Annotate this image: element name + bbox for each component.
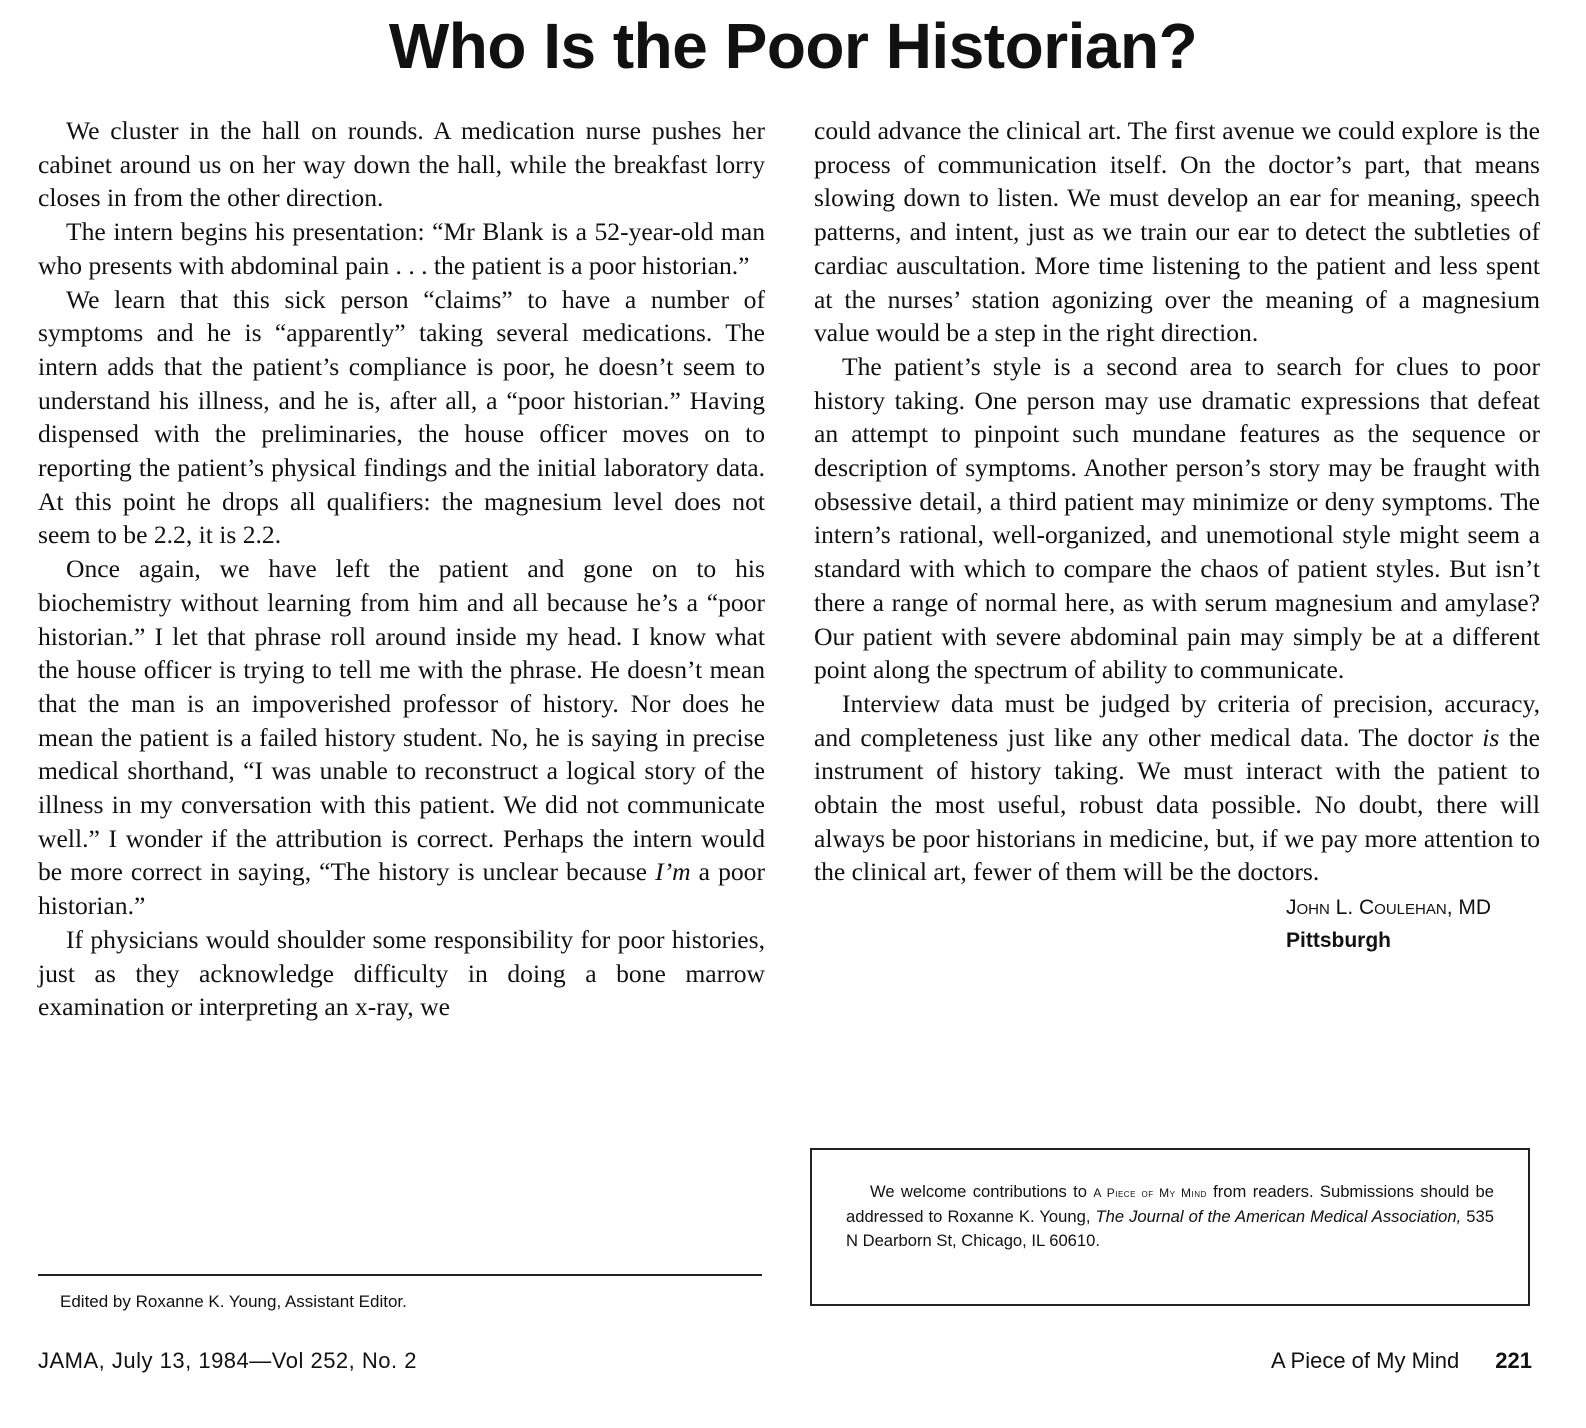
right-column	[814, 114, 1540, 957]
note-text: 535 N Dearborn St, Chicago, IL 60610.	[846, 1207, 1494, 1250]
paragraph: The patient’s style is a second area to search for clues to poor history taking. One person may use dramatic expressions that defeat an attempt to pinpoint such mundane features as the sequence or description of symptoms. Another person’s story may be fraught with obsessive detail, a third patient may minimize or deny symptoms. The intern’s rational, well-organized, and unemotional style might seem a standard with which to compare the chaos of patient styles. But isn’t there a range of normal here, as with serum magnesium and amylase? Our patient with severe abdominal pain may simply be at a different point along the spectrum of ability to communicate.	[814, 351, 1540, 685]
left-column	[38, 114, 765, 1024]
author-name: John L. Coulehan, MD	[1286, 896, 1492, 920]
contribution-note	[846, 1180, 1494, 1253]
paragraph-text: Interview data must be judged by criteria of precision, accuracy, and completeness just like any other medical data. The doctor	[814, 688, 1540, 752]
emphasis-text: I’m	[655, 857, 691, 887]
note-text: from readers. Submissions should be addressed to Roxanne K. Young,	[846, 1182, 1494, 1226]
footer-section: A Piece of My Mind	[1270, 1348, 1460, 1373]
author-city: Pittsburgh	[1286, 929, 1391, 953]
paragraph-text: a poor historian.”	[38, 857, 765, 921]
article-title: Who Is the Poor Historian?	[388, 10, 1198, 82]
edited-by-note: Edited by Roxanne K. Young, Assistant Editor.	[60, 1292, 407, 1311]
divider-rule	[38, 1274, 762, 1276]
paragraph: If physicians would shoulder some responsibility for poor histories, just as they acknowledge difficulty in doing a bone marrow examination or interpreting an x-ray, we	[38, 924, 765, 1022]
note-text: We welcome contributions to	[870, 1182, 1094, 1201]
section-name: A Piece of My Mind	[1093, 1186, 1207, 1200]
paragraph	[814, 687, 1540, 889]
paragraph-text: Once again, we have left the patient and gone on to his biochemistry without learning from him and all because he’s a “poor historian.” I let that phrase roll around inside my head. I know what the house officer is trying to tell me with the phrase. He doesn’t mean that the man is an impoverished professor of history. Nor does he mean the patient is a failed history student. No, he is saying in precise medical shorthand, “I was unable to reconstruct a logical story of the illness in my conversation with this patient. We did not communicate well.” I wonder if the attribution is correct. Perhaps the intern would be more correct in saying, “The history is unclear because	[38, 554, 765, 887]
paragraph: could advance the clinical art. The first avenue we could explore is the process of communication itself. On the doctor’s part, that means slowing down to listen. We must develop an ear for meaning, speech patterns, and intent, just as we train our ear to detect the subtleties of cardiac auscultation. More time listening to the patient and less spent at the nurses’ station agonizing over the meaning of a magnesium value would be a step in the right direction.	[814, 116, 1540, 348]
paragraph: The intern begins his presentation: “Mr Blank is a 52-year-old man who presents with abdominal pain . . . the patient is a poor historian.”	[38, 217, 765, 280]
paragraph-text: the instrument of history taking. We must interact with the patient to obtain the most useful, robust data possible. No doubt, there will always be poor historians in medicine, but, if we pay more attention to the clinical art, fewer of them will be the doctors.	[814, 722, 1540, 887]
author-signature	[1286, 891, 1540, 957]
footer-citation: JAMA, July 13, 1984—Vol 252, No. 2	[38, 1348, 417, 1373]
page-number: 221	[1495, 1348, 1532, 1373]
contribution-note-box	[810, 1148, 1530, 1306]
paragraph	[38, 552, 765, 923]
journal-name: The Journal of the American Medical Association,	[1095, 1207, 1462, 1226]
emphasis-text: is	[1482, 722, 1500, 752]
footer-right	[1271, 1346, 1532, 1376]
paragraph: We cluster in the hall on rounds. A medication nurse pushes her cabinet around us on her way down the hall, while the breakfast lorry closes in from the other direction.	[38, 116, 765, 213]
paragraph: We learn that this sick person “claims” to have a number of symptoms and he is “apparently” taking several medications. The intern adds that the patient’s compliance is poor, he doesn’t seem to understand his illness, and he is, after all, a “poor historian.” Having dispensed with the preliminaries, the house officer moves on to reporting the patient’s physical findings and the initial laboratory data. At this point he drops all qualifiers: the magnesium level does not seem to be 2.2, it is 2.2.	[38, 284, 765, 550]
